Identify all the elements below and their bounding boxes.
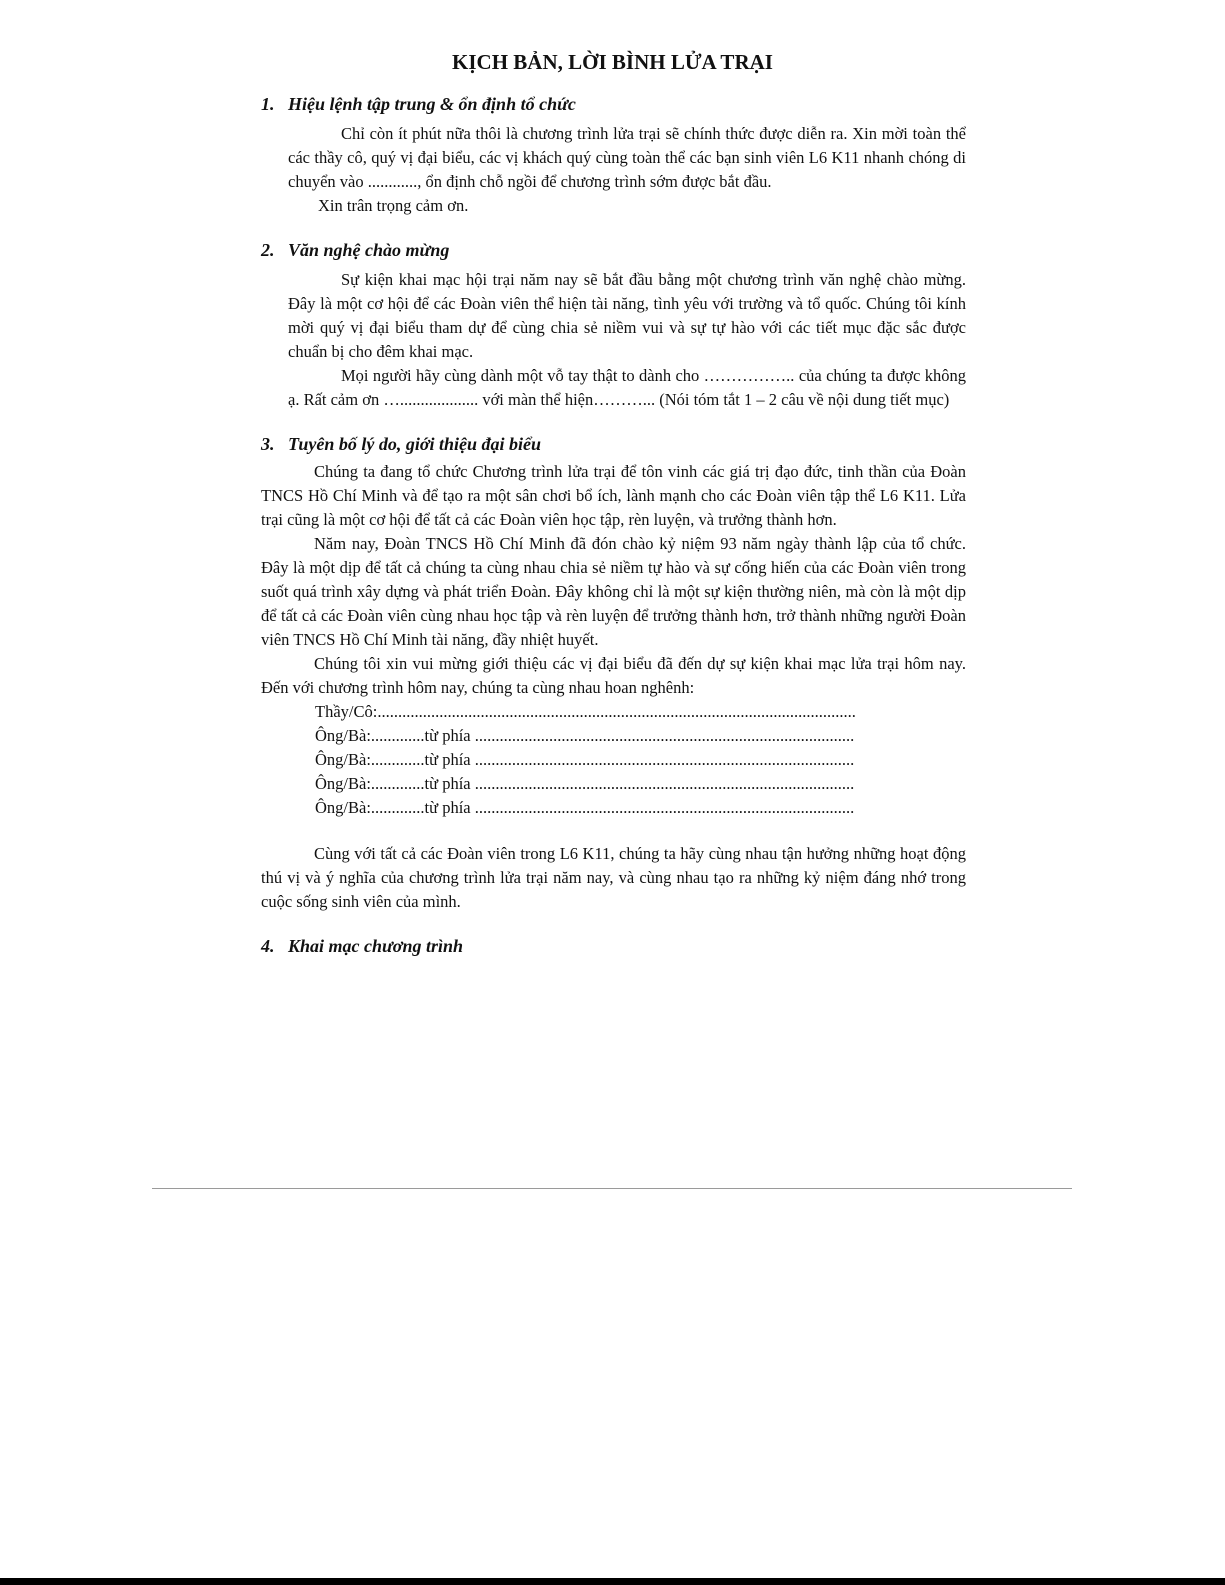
section-number: 1.: [261, 94, 275, 114]
section-3-paragraph: Chúng tôi xin vui mừng giới thiệu các vị đại biểu đã đến dự sự kiện khai mạc lửa trại hôm nay. Đến với chương trình hôm nay, chúng ta cùng nhau hoan nghênh:: [261, 654, 966, 697]
guest-line: Ông/Bà:.............từ phía ............................................................................................: [315, 774, 855, 793]
section-title: Hiệu lệnh tập trung & ổn định tổ chức: [288, 94, 576, 114]
guest-line: Ông/Bà:.............từ phía ............................................................................................: [315, 750, 855, 769]
section-1-heading: [261, 92, 966, 116]
section-3-paragraph: Năm nay, Đoàn TNCS Hồ Chí Minh đã đón chào kỷ niệm 93 năm ngày thành lập của tổ chức. Đây là một dịp để tất cả chúng ta cùng nhau chia sẻ niềm tự hào và sự cống hiến của các Đoàn viên trong suốt quá trình xây dựng và phát triển Đoàn. Đây không chỉ là một sự kiện thường niên, mà còn là một dịp để tất cả các Đoàn viên cùng nhau học tập và rèn luyện để trưởng thành hơn, trở thành những người Đoàn viên TNCS Hồ Chí Minh tài năng, đầy nhiệt huyết.: [261, 534, 966, 649]
section-title: Khai mạc chương trình: [288, 936, 463, 956]
section-number: 4.: [261, 936, 275, 956]
guest-line: Thầy/Cô:....................................................................................................................: [315, 702, 856, 721]
page-bottom-edge: [0, 1578, 1225, 1585]
section-1-paragraph: Chỉ còn ít phút nữa thôi là chương trình lửa trại sẽ chính thức được diễn ra. Xin mời toàn thể các thầy cô, quý vị đại biểu, các vị khách quý cùng toàn thể các bạn sinh viên L6 K11 nhanh chóng di chuyển vào ............, ổn định chỗ ngồi để chương trình sớm được bắt đầu.: [288, 124, 966, 191]
section-number: 3.: [261, 434, 275, 454]
section-3-heading: [261, 432, 966, 456]
section-2-heading: [261, 238, 966, 262]
section-2-paragraph: Mọi người hãy cùng dành một vỗ tay thật to dành cho …………….. của chúng ta được không ạ. Rất cảm ơn …................... với màn thể hiện………... (Nói tóm tắt 1 – 2 câu về nội dung tiết mục): [288, 366, 966, 409]
guest-line: Ông/Bà:.............từ phía ............................................................................................: [315, 726, 855, 745]
section-title: Tuyên bố lý do, giới thiệu đại biểu: [288, 434, 541, 454]
section-3-closing: Cùng với tất cả các Đoàn viên trong L6 K11, chúng ta hãy cùng nhau tận hưởng những hoạt động thú vị và ý nghĩa của chương trình lửa trại năm nay, và cùng nhau tạo ra những kỷ niệm đáng nhớ trong cuộc sống sinh viên của mình.: [261, 844, 966, 911]
document-title: KỊCH BẢN, LỜI BÌNH LỬA TRẠI: [452, 50, 773, 74]
section-4-heading: [261, 934, 966, 958]
page-divider: [152, 1188, 1072, 1189]
section-number: 2.: [261, 240, 275, 260]
section-3-paragraph: Chúng ta đang tổ chức Chương trình lửa trại để tôn vinh các giá trị đạo đức, tinh thần của Đoàn TNCS Hồ Chí Minh và để tạo ra một sân chơi bổ ích, lành mạnh cho các Đoàn viên tập thể L6 K11. Lửa trại cũng là một cơ hội để tất cả các Đoàn viên học tập, rèn luyện, và trưởng thành hơn.: [261, 462, 966, 529]
section-1-thanks: Xin trân trọng cảm ơn.: [318, 196, 469, 215]
section-2-paragraph: Sự kiện khai mạc hội trại năm nay sẽ bắt đầu bằng một chương trình văn nghệ chào mừng. Đây là một cơ hội để các Đoàn viên thể hiện tài năng, tình yêu với trường và tổ quốc. Chúng tôi kính mời quý vị đại biểu tham dự để cùng chia sẻ niềm vui và sự tự hào với các tiết mục đặc sắc được chuẩn bị cho đêm khai mạc.: [288, 270, 966, 361]
section-title: Văn nghệ chào mừng: [288, 240, 450, 260]
guest-list: [261, 700, 915, 820]
guest-line: Ông/Bà:.............từ phía ............................................................................................: [315, 798, 855, 817]
document-body: [261, 92, 966, 958]
